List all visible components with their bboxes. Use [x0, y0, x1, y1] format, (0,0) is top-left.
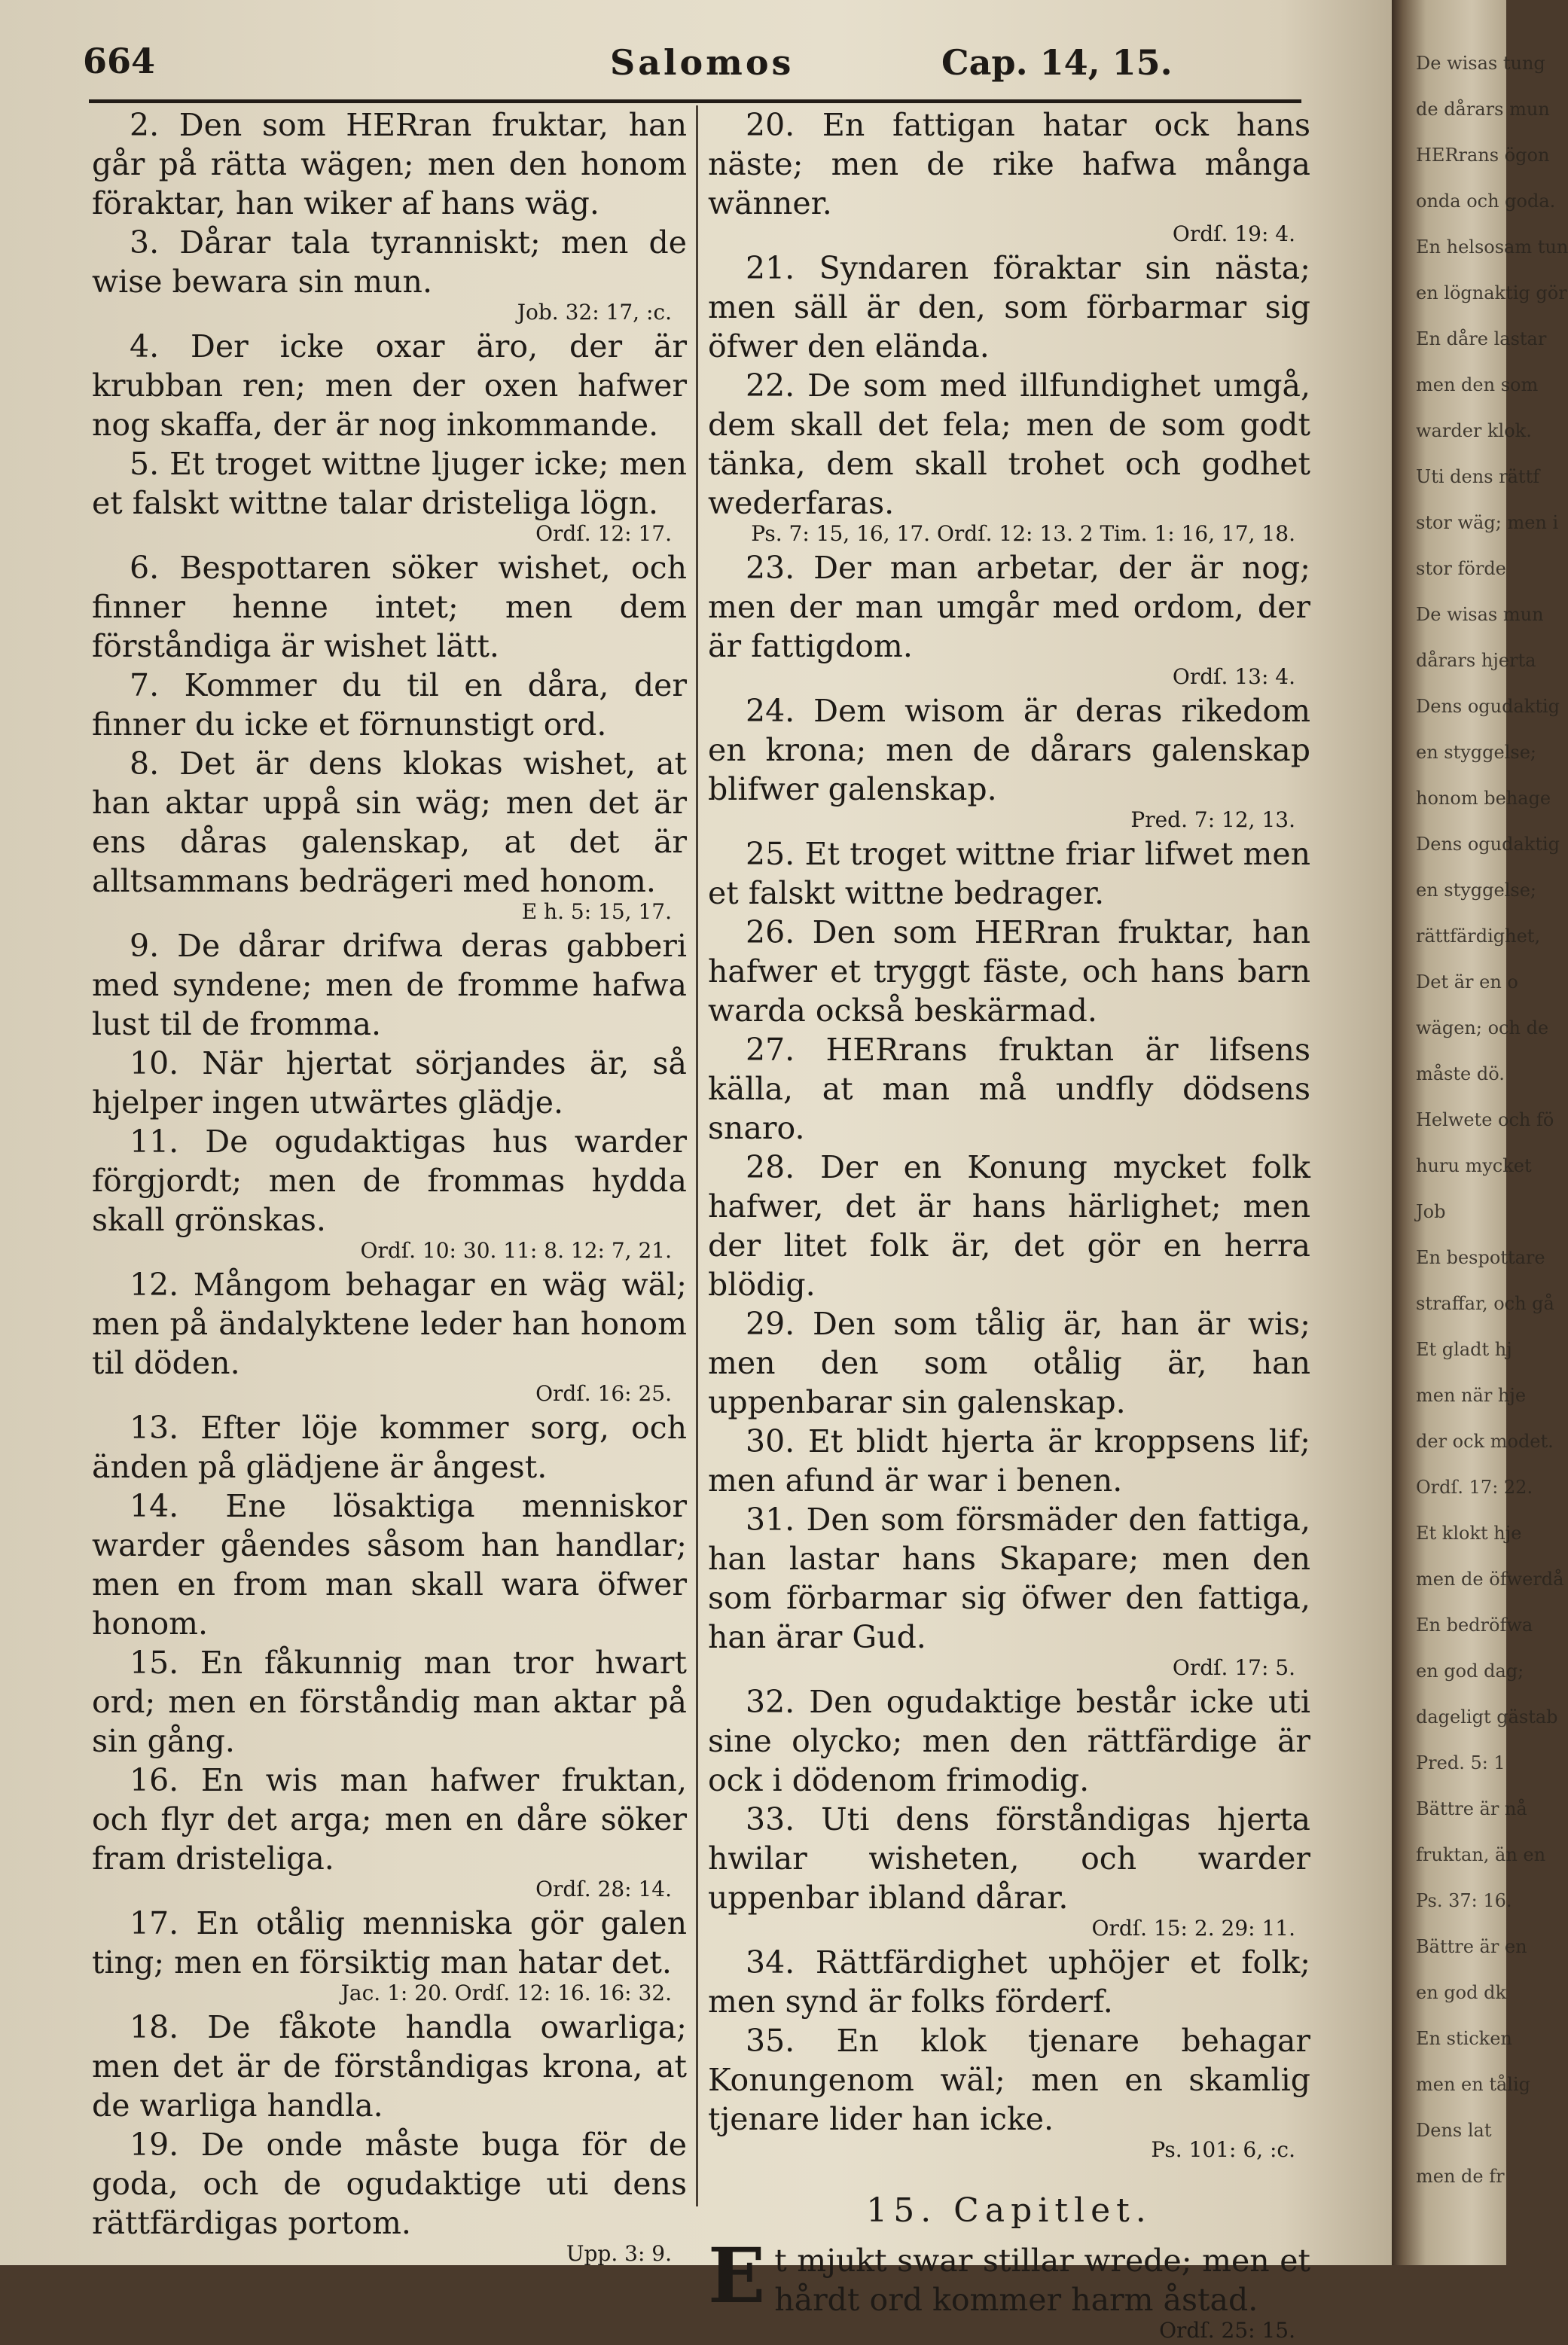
- facing-page-fragment: De wisas tung: [1416, 53, 1545, 74]
- facing-page-fragment: de dårars mun: [1416, 99, 1550, 120]
- cross-reference: Ordſ. 13: 4.: [1172, 664, 1295, 689]
- facing-page-fragment: huru mycket: [1416, 1155, 1532, 1176]
- facing-page-fragment: En sticken: [1416, 2028, 1512, 2049]
- facing-page-fragment: Uti dens rättf: [1416, 466, 1540, 487]
- cross-reference: Ps. 7: 15, 16, 17. Ordſ. 12: 13. 2 Tim. 1: 16, 17, 18.: [751, 521, 1295, 546]
- cross-reference: Ordſ. 28: 14.: [535, 1877, 672, 1901]
- cross-reference: Ordſ. 10: 30. 11: 8. 12: 7, 21.: [360, 1238, 672, 1263]
- verse: 6. Bespottaren söker wishet, och finner henne intet; men dem förståndiga är wishet lätt.: [92, 550, 687, 664]
- verse: 19. De onde måste buga för de goda, och de ogudaktige uti dens rättfärdigas portom.: [92, 2127, 687, 2241]
- verse: 12. Mångom behagar en wäg wäl; men på ändalyktene leder han honom til döden.: [92, 1267, 687, 1381]
- verse: 2. Den som HERran fruktar, han går på rätta wägen; men den honom föraktar, han wiker af hans wäg.: [92, 107, 687, 221]
- facing-page-fragment: Det är en o: [1416, 971, 1518, 993]
- verse: 16. En wis man hafwer fruktan, och flyr det arga; men en dåre söker fram dristeliga.: [92, 1762, 687, 1877]
- first-verse-text: t mjukt swar stillar wrede; men et hårdt ord kommer harm åstad.: [774, 2243, 1310, 2318]
- page-header: [83, 38, 1294, 98]
- verse: 10. När hjertat sörjandes är, så hjelper ingen utwärtes glädje.: [92, 1045, 687, 1121]
- facing-page-fragment: en lögnaktig gör: [1416, 282, 1567, 303]
- first-verse: [708, 2231, 1310, 2320]
- facing-page-fragment: Bättre är en: [1416, 1936, 1527, 1957]
- facing-page-fragment: men en tålig: [1416, 2074, 1531, 2095]
- facing-page-fragment: Helwete och fö: [1416, 1109, 1554, 1130]
- facing-page-fragment: En dåre lastar: [1416, 328, 1547, 349]
- facing-page-fragment: warder klok.: [1416, 420, 1532, 441]
- verse: 34. Rättfärdighet uphöjer et folk; men synd är folks förderf.: [708, 1944, 1310, 2020]
- verse: 7. Kommer du til en dåra, der finner du icke et förnunstigt ord.: [92, 667, 687, 743]
- verse: 27. HERrans fruktan är lifsens källa, at man må undfly dödsens snaro.: [708, 1032, 1310, 1146]
- header-rule: [89, 99, 1301, 103]
- chapter-reference: Cap. 14, 15.: [941, 42, 1173, 83]
- facing-page-fragment: En bedröfwa: [1416, 1615, 1533, 1636]
- verse: 28. Der en Konung mycket folk hafwer, det är hans härlighet; men der litet folk är, det gör en herra blödig.: [708, 1149, 1310, 1303]
- cross-reference: Jac. 1: 20. Ordſ. 12: 16. 16: 32.: [340, 1981, 672, 2005]
- cross-reference: Ordſ. 19: 4.: [1172, 221, 1295, 246]
- facing-page-edge: [1392, 0, 1568, 2265]
- verse: 20. En fattigan hatar ock hans näste; men de rike hafwa många wänner.: [708, 107, 1310, 221]
- facing-page-fragment: måste dö.: [1416, 1063, 1505, 1084]
- facing-page-fragment: honom behage: [1416, 788, 1551, 809]
- cross-reference: Ordſ. 17: 5.: [1172, 1655, 1295, 1680]
- chapter-heading: 15. Capitlet.: [866, 2191, 1152, 2230]
- facing-page-fragment: fruktan, än en: [1416, 1844, 1546, 1865]
- verse: 25. Et troget wittne friar lifwet men et falskt wittne bedrager.: [708, 836, 1310, 911]
- verse: 4. Der icke oxar äro, der är krubban ren; men der oxen hafwer nog skaffa, der är nog inkommande.: [92, 328, 687, 443]
- cross-reference: Ps. 101: 6, :c.: [1151, 2137, 1295, 2162]
- facing-page-fragment: en styggelse;: [1416, 880, 1537, 901]
- facing-page-fragment: dårars hjerta: [1416, 650, 1536, 671]
- facing-page-fragment: Dens ogudaktig: [1416, 834, 1560, 855]
- verse: 33. Uti dens förståndigas hjerta hwilar wisheten, och warder uppenbar ibland dårar.: [708, 1801, 1310, 1916]
- verse: 15. En fåkunnig man tror hwart ord; men en förståndig man aktar på sin gång.: [92, 1645, 687, 1759]
- facing-page-fragment: en styggelse;: [1416, 742, 1537, 763]
- cross-reference: Ordſ. 15: 2. 29: 11.: [1091, 1916, 1295, 1941]
- cross-reference: E h. 5: 15, 17.: [521, 899, 672, 924]
- facing-page-fragment: Dens ogudaktig: [1416, 696, 1560, 717]
- verse: 14. Ene lösaktiga menniskor warder gåendes såsom han handlar; men en from man skall wara öfwer honom.: [92, 1488, 687, 1642]
- first-verse-reference: Ordſ. 25: 15.: [1159, 2318, 1295, 2343]
- verse: 17. En otålig menniska gör galen ting; men en försiktig man hatar det.: [92, 1905, 687, 1981]
- facing-page-fragment: wägen; och de: [1416, 1017, 1549, 1038]
- verse: 24. Dem wisom är deras rikedom en krona; men de dårars galenskap blifwer galenskap.: [708, 693, 1310, 807]
- cross-reference: Ordſ. 16: 25.: [535, 1381, 672, 1406]
- facing-page-fragment: dageligt gästab: [1416, 1706, 1558, 1727]
- facing-page-fragment: Dens lat: [1416, 2120, 1492, 2141]
- facing-page-fragment: Bättre är nå: [1416, 1798, 1527, 1819]
- verse: 23. Der man arbetar, der är nog; men der man umgår med ordom, der är fattigdom.: [708, 550, 1310, 664]
- verse: 30. Et blidt hjerta är kroppsens lif; men afund är war i benen.: [708, 1423, 1310, 1499]
- facing-page-fragment: Ps. 37: 16.: [1416, 1890, 1512, 1911]
- verse: 22. De som med illfundighet umgå, dem skall det fela; men de som godt tänka, dem skall trohet och godhet wederfaras.: [708, 367, 1310, 521]
- facing-page-fragment: der ock modet.: [1416, 1431, 1554, 1452]
- verse: 3. Dårar tala tyranniskt; men de wise bewara sin mun.: [92, 224, 687, 300]
- verse: 8. Det är dens klokas wishet, at han aktar uppå sin wäg; men det är ens dåras galenskap, at det är alltsammans bedrägeri med honom.: [92, 746, 687, 899]
- facing-page-fragment: En bespottare: [1416, 1247, 1545, 1268]
- facing-page-fragment: en god dk: [1416, 1982, 1506, 2003]
- cross-reference: Pred. 7: 12, 13.: [1130, 807, 1295, 832]
- facing-page-fragment: HERrans ögon: [1416, 145, 1550, 166]
- verse: 35. En klok tjenare behagar Konungenom wäl; men en skamlig tjenare lider han icke.: [708, 2023, 1310, 2137]
- facing-page-fragment: men de öfwerdå: [1416, 1569, 1564, 1590]
- cross-reference: Job. 32: 17, :c.: [517, 300, 672, 325]
- verse: 21. Syndaren föraktar sin nästa; men säll är den, som förbarmar sig öfwer den elända.: [708, 250, 1310, 364]
- facing-page-fragment: en god dag;: [1416, 1660, 1524, 1682]
- verse: 5. Et troget wittne ljuger icke; men et falskt wittne talar dristeliga lögn.: [92, 446, 687, 521]
- facing-page-fragment: Pred. 5: 1: [1416, 1752, 1505, 1773]
- right-column: [708, 105, 1310, 2345]
- facing-page-fragment: Ordſ. 17: 22.: [1416, 1477, 1533, 1498]
- verse: 11. De ogudaktigas hus warder förgjordt; men de frommas hydda skall grönskas.: [92, 1124, 687, 1238]
- cross-reference: Upp. 3: 9.: [566, 2241, 672, 2266]
- left-column: [92, 105, 687, 2268]
- right-column-verses: [708, 105, 1310, 2164]
- facing-page-fragment: Et gladt hj: [1416, 1339, 1512, 1360]
- facing-page-fragment: Job: [1416, 1201, 1446, 1222]
- running-title: Salomos: [610, 42, 795, 83]
- verse: 31. Den som försmäder den fattiga, han lastar hans Skapare; men den som förbarmar sig öfwer den fattiga, han ärar Gud.: [708, 1502, 1310, 1655]
- facing-page-fragment: rättfärdighet,: [1416, 925, 1541, 947]
- page-number: 664: [83, 41, 156, 81]
- verse: 9. De dårar drifwa deras gabberi med syndene; men de fromme hafwa lust til de fromma.: [92, 928, 687, 1042]
- facing-page-fragment: En helsosam tun: [1416, 236, 1568, 258]
- facing-page-fragment: Et klokt hje: [1416, 1523, 1522, 1544]
- column-divider: [696, 105, 698, 2206]
- verse: 13. Efter löje kommer sorg, och änden på glädjene är ångest.: [92, 1410, 687, 1485]
- facing-page-fragment: men den som: [1416, 374, 1539, 395]
- verse: 26. Den som HERran fruktar, han hafwer et tryggt fäste, och hans barn warda också beskärmad.: [708, 914, 1310, 1029]
- facing-page-fragment: stor förde: [1416, 558, 1506, 579]
- verse: 32. Den ogudaktige består icke uti sine olycko; men den rättfärdige är ock i dödenom frimodig.: [708, 1684, 1310, 1798]
- facing-page-fragment: De wisas mun: [1416, 604, 1544, 625]
- facing-page-fragment: men de fr: [1416, 2166, 1505, 2187]
- verse: 29. Den som tålig är, han är wis; men den som otålig är, han uppenbarar sin galenskap.: [708, 1306, 1310, 1420]
- facing-page-fragment: straffar, och gå: [1416, 1293, 1554, 1314]
- facing-page-fragment: onda och goda.: [1416, 191, 1556, 212]
- verse: 18. De fåkote handla owarliga; men det är de förståndigas krona, at de warliga handla.: [92, 2009, 687, 2124]
- cross-reference: Ordſ. 12: 17.: [535, 521, 672, 546]
- drop-cap: E: [708, 2231, 766, 2320]
- facing-page-fragment: stor wäg; men i: [1416, 512, 1559, 533]
- facing-page-fragment: men när hje: [1416, 1385, 1527, 1406]
